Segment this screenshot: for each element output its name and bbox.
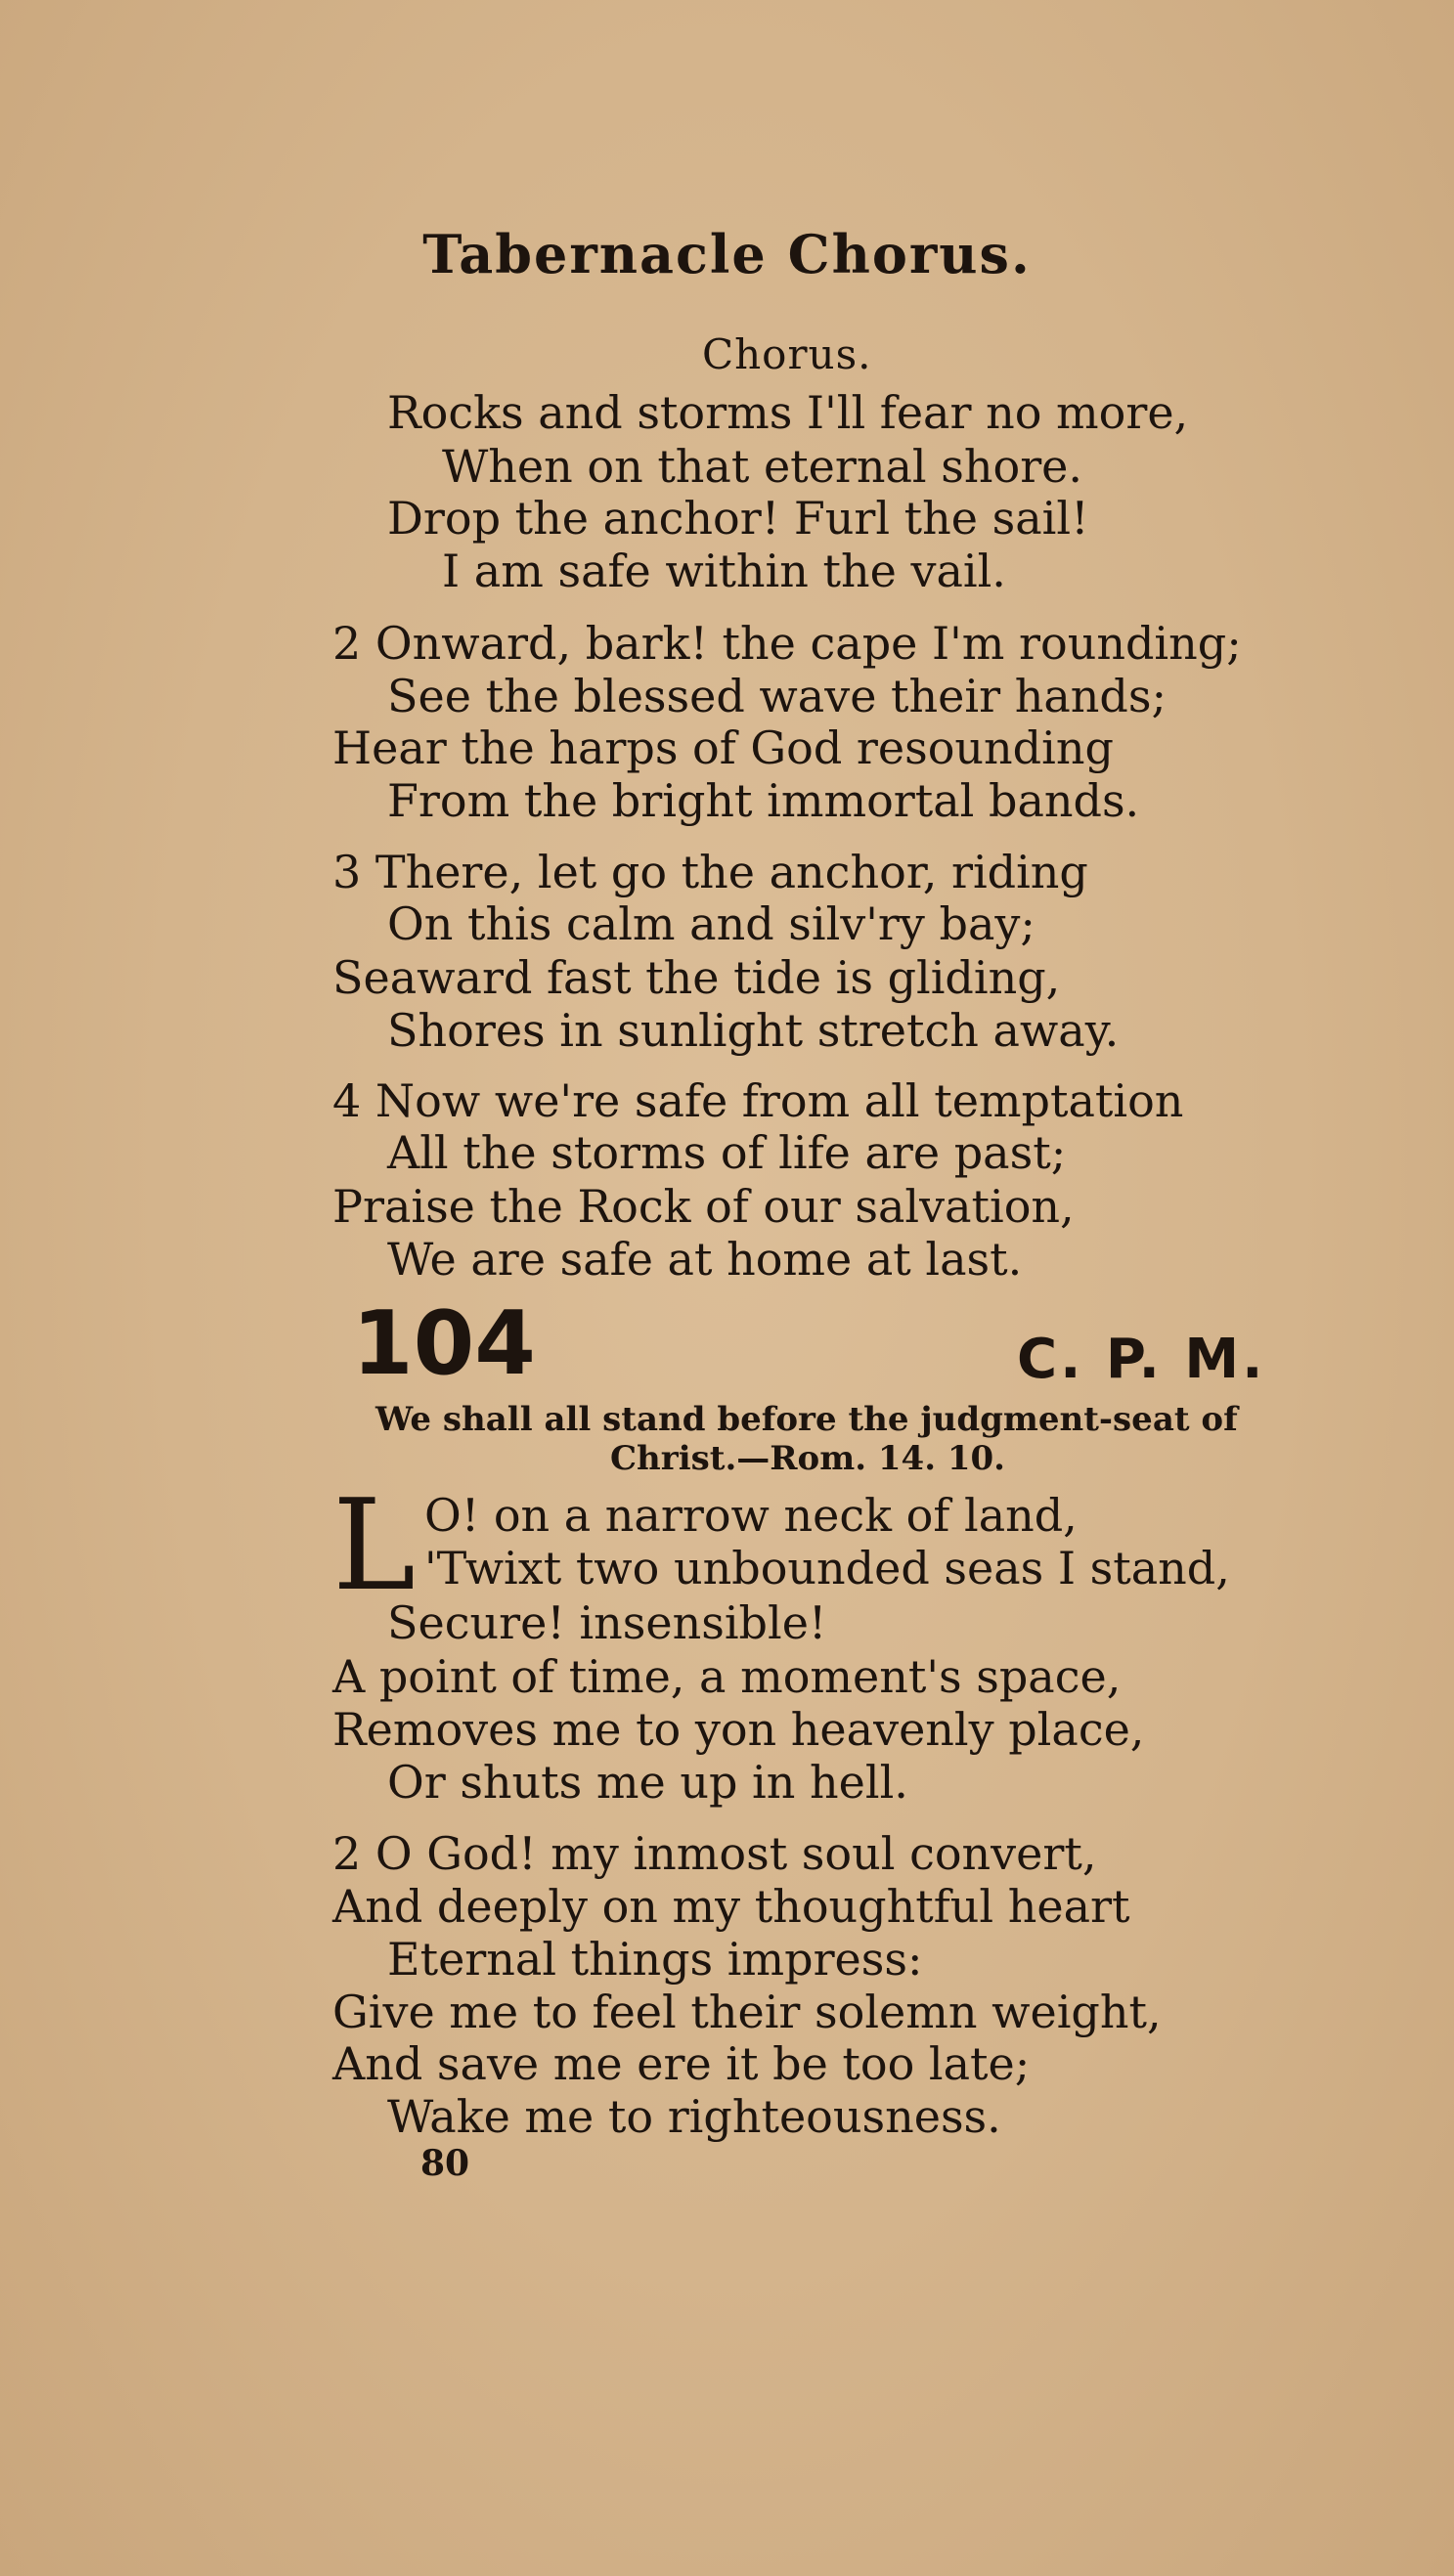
verse-line: On this calm and silv'ry bay;	[387, 897, 1035, 950]
verse-line: Shores in sunlight stretch away.	[387, 1004, 1120, 1057]
hymn-line: 'Twixt two unbounded seas I stand,	[424, 1542, 1230, 1594]
verse-line: Praise the Rock of our salvation,	[332, 1180, 1075, 1233]
chorus-line: I am safe within the vail.	[442, 545, 1006, 597]
hymn-line: 2 O God! my inmost soul convert,	[332, 1827, 1097, 1880]
hymn-line: A point of time, a moment's space,	[332, 1650, 1122, 1703]
scripture-epigraph: We shall all stand before the judgment-seat of	[375, 1400, 1238, 1439]
verse-line: 3 There, let go the anchor, riding	[332, 846, 1088, 898]
verse-line: See the blessed wave their hands;	[387, 670, 1167, 722]
chorus-label: Chorus.	[702, 330, 872, 378]
hymn-line: Removes me to yon heavenly place,	[332, 1703, 1145, 1756]
hymn-line: And save me ere it be too late;	[332, 2037, 1031, 2090]
hymn-line: Secure! insensible!	[387, 1596, 827, 1649]
running-title: Tabernacle Chorus.	[422, 223, 1032, 285]
scripture-reference: Christ.—Rom. 14. 10.	[610, 1439, 1006, 1478]
hymn-line: Wake me to righteousness.	[387, 2090, 1001, 2143]
hymn-number: 104	[352, 1292, 536, 1395]
hymn-line: Eternal things impress:	[387, 1933, 923, 1986]
verse-line: All the storms of life are past;	[387, 1126, 1067, 1179]
verse-line: 2 Onward, bark! the cape I'm rounding;	[332, 617, 1242, 670]
chorus-line: Drop the anchor! Furl the sail!	[387, 492, 1089, 545]
verse-line: Hear the harps of God resounding	[332, 721, 1114, 774]
hymn-line: Or shuts me up in hell.	[387, 1756, 908, 1809]
hymn-line: Give me to feel their solemn weight,	[332, 1986, 1162, 2038]
drop-cap: L	[332, 1473, 416, 1619]
verse-line: 4 Now we're safe from all temptation	[332, 1074, 1184, 1127]
chorus-line: When on that eternal shore.	[442, 440, 1083, 493]
chorus-line: Rocks and storms I'll fear no more,	[387, 386, 1189, 439]
page-number: 80	[420, 2143, 470, 2184]
hymn-line: O! on a narrow neck of land,	[424, 1489, 1078, 1542]
verse-line: Seaward fast the tide is gliding,	[332, 951, 1061, 1004]
verse-line: From the bright immortal bands.	[387, 774, 1140, 827]
hymn-meter: C. P. M.	[1017, 1328, 1266, 1391]
hymn-line: And deeply on my thoughtful heart	[332, 1880, 1130, 1933]
verse-line: We are safe at home at last.	[387, 1233, 1023, 1286]
